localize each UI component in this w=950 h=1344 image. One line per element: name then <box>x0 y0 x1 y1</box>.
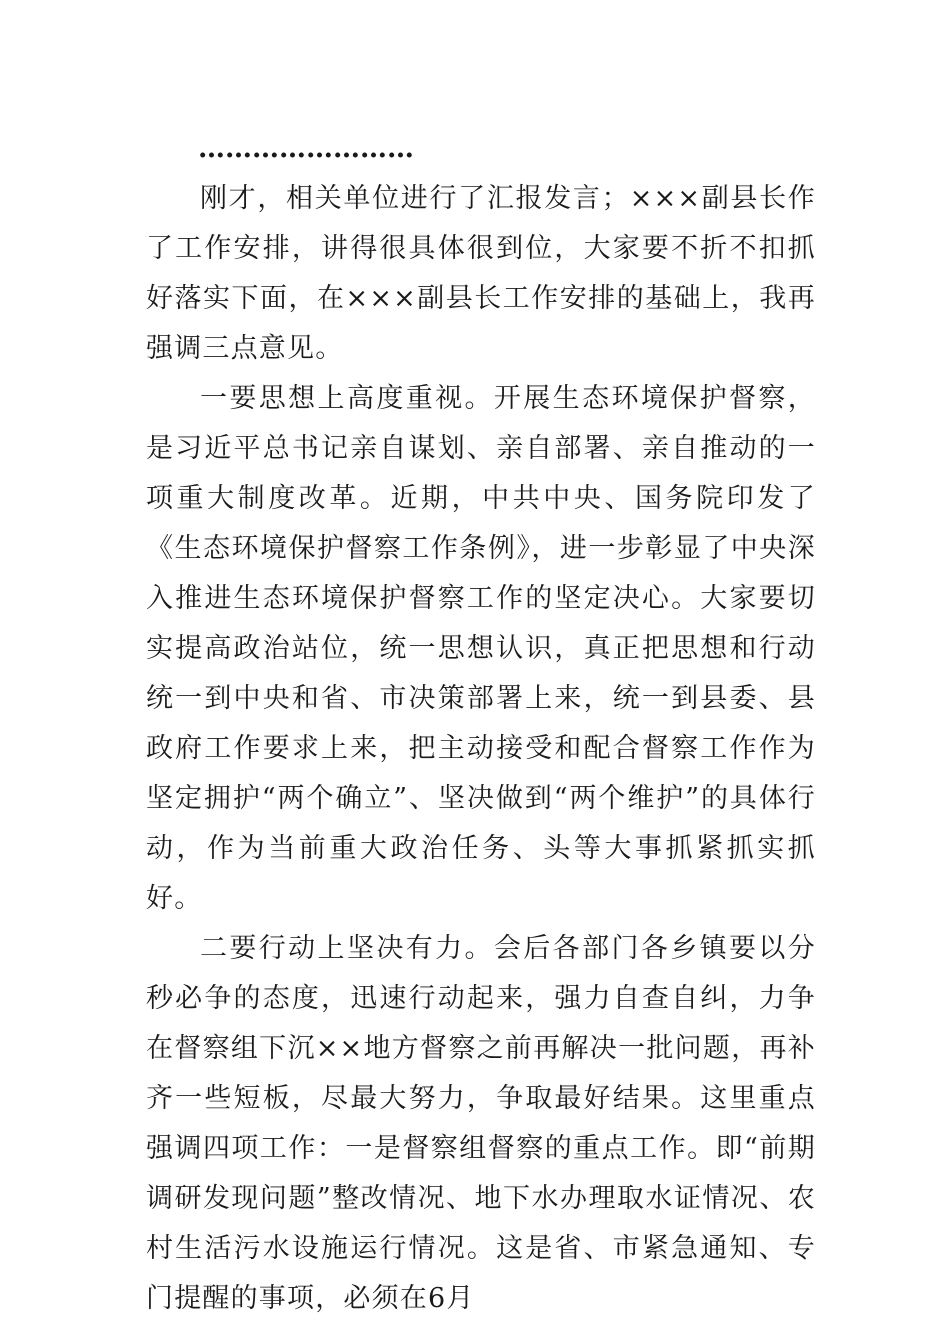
ellipsis-line: …………………… <box>198 133 414 164</box>
paragraph-point-two: 二要行动上坚决有力。会后各部门各乡镇要以分秒必争的态度，迅速行动起来，强力自查自纠，力争在督察组下沉××地方督察之前再解决一批问题，再补齐一些短板，尽最大努力，争取最好结果。这里重点强调四项工作：一是督察组督察的重点工作。即“前期调研发现问题”整改情况、地下水办理取水证情况、农村生活污水设施运行情况。这是省、市紧急通知、专门提醒的事项，必须在6月 <box>146 933 816 1314</box>
paragraph-point-one: 一要思想上高度重视。开展生态环境保护督察，是习近平总书记亲自谋划、亲自部署、亲自推动的一项重大制度改革。近期，中共中央、国务院印发了《生态环境保护督察工作条例》，进一步彰显了中央深入推进生态环境保护督察工作的坚定决心。大家要切实提高政治站位，统一思想认识，真正把思想和行动统一到中央和省、市决策部署上来，统一到县委、县政府工作要求上来，把主动接受和配合督察工作作为坚定拥护“两个确立”、坚决做到“两个维护”的具体行动，作为当前重大政治任务、头等大事抓紧抓实抓好。 <box>146 383 816 914</box>
paragraph-intro: 刚才，相关单位进行了汇报发言；×××副县长作了工作安排，讲得很具体很到位，大家要不折不扣抓好落实下面，在×××副县长工作安排的基础上，我再强调三点意见。 <box>146 183 816 364</box>
document-body <box>146 124 816 1324</box>
